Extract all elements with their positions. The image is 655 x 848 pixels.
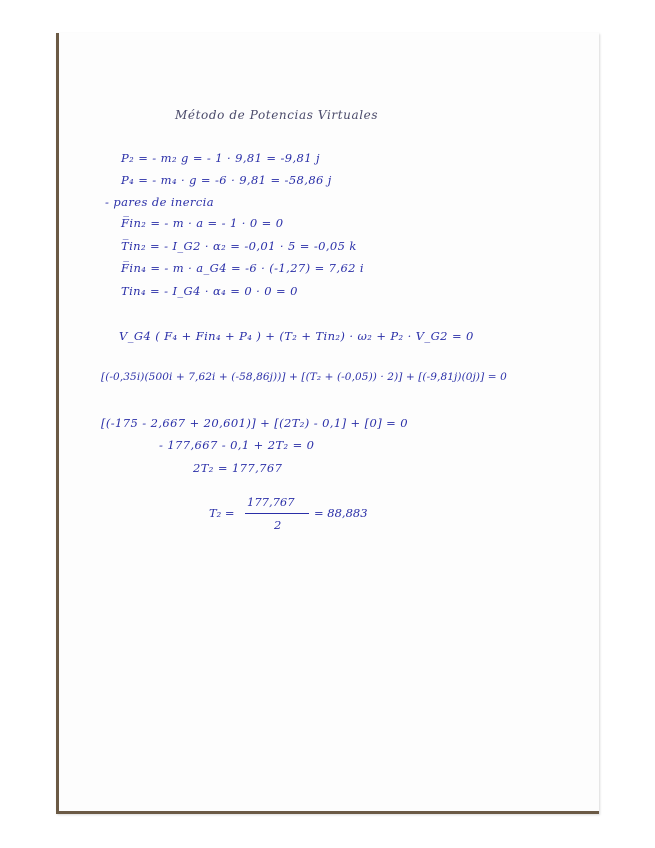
equation-line-2: P₄ = - m₄ · g = -6 · 9,81 = -58,86 j (121, 173, 332, 187)
paper-sheet (56, 33, 599, 814)
equation-line-8: V_G4 ( F₄ + Fin₄ + P₄ ) + (T₂ + Tin₂) · ω₂ + P₂ · V_G2 = 0 (119, 329, 474, 343)
equation-line-6: F̅in₄ = - m · a_G4 = -6 · (-1,27) = 7,62 i (121, 261, 365, 275)
equation-line-4: F̅in₂ = - m · a = - 1 · 0 = 0 (121, 216, 284, 230)
fraction-bar (245, 513, 309, 514)
equation-line-3: - pares de inercia (105, 195, 215, 209)
equation-line-9: [(-0,35i)(500i + 7,62i + (-58,86j))] + [(T₂ + (-0,05)) · 2)] + [(-9,81j)(0j)] = 0 (101, 371, 507, 383)
equation-line-10: [(-175 - 2,667 + 20,601)] + [(2T₂) - 0,1] + [0] = 0 (101, 416, 408, 430)
result-lhs: T₂ = (209, 506, 235, 520)
equation-line-5: T̅in₂ = - I_G2 · α₂ = -0,01 · 5 = -0,05 k (121, 239, 357, 253)
result-rhs: = 88,883 (314, 506, 368, 520)
document-title: Método de Potencias Virtuales (175, 108, 379, 122)
equation-line-1: P₂ = - m₂ g = - 1 · 9,81 = -9,81 j (121, 151, 321, 165)
equation-line-7: Tin₄ = - I_G4 · α₄ = 0 · 0 = 0 (121, 284, 298, 298)
result-denominator: 2 (274, 518, 282, 532)
equation-line-12: 2T₂ = 177,767 (193, 461, 283, 475)
result-numerator: 177,767 (247, 495, 295, 509)
equation-line-11: - 177,667 - 0,1 + 2T₂ = 0 (159, 438, 315, 452)
